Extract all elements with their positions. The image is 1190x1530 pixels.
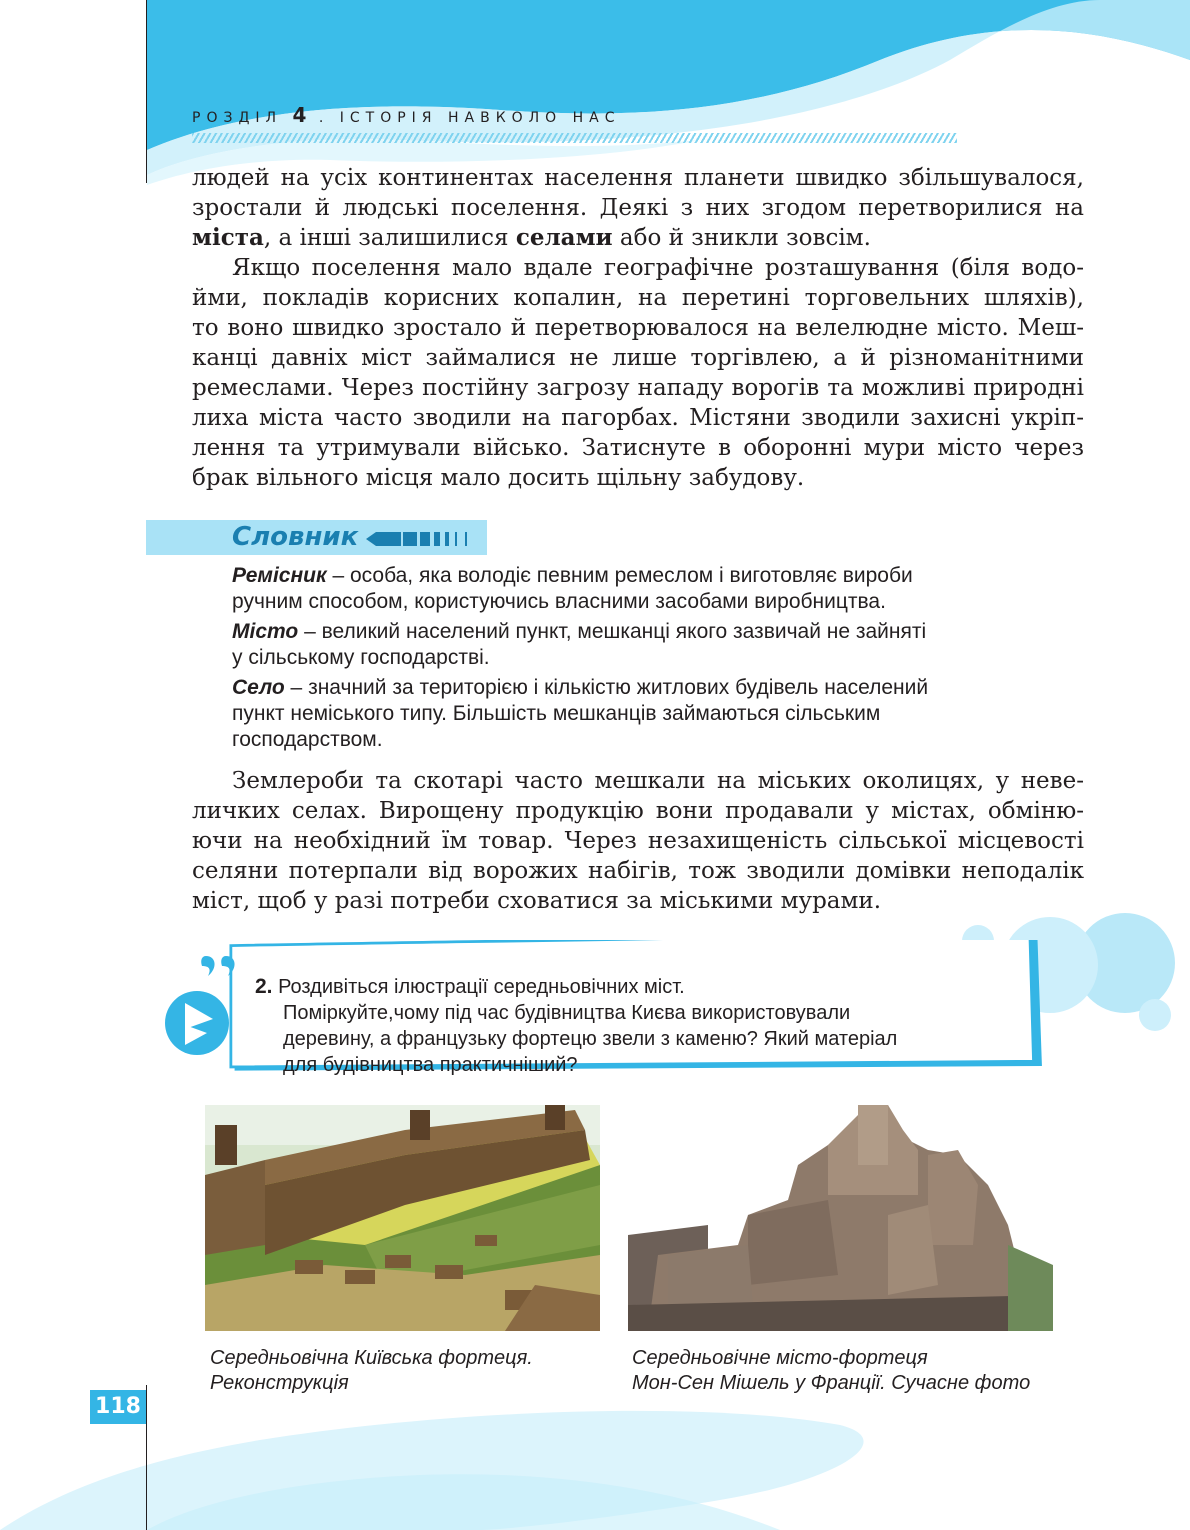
chapter-title: . ІСТОРІЯ НАВКОЛО НАС bbox=[318, 110, 621, 126]
para3-line-3: ючи на необхідний їм товар. Через незахищеність сільської місцевості bbox=[192, 828, 1084, 854]
msm-caption-line-2: Мон-Сен Мішель у Франції. Сучасне фото bbox=[632, 1372, 1031, 1394]
para3-line-4: селяни потерпали від ворожих набігів, тож зводили домівки неподалік bbox=[192, 858, 1084, 884]
glossary-def: – значний за територією і кількістю житлових будівель населений bbox=[284, 676, 929, 699]
task-text bbox=[255, 974, 1055, 1078]
glossary-def-cont: господарством. bbox=[232, 728, 383, 751]
quote-icon bbox=[198, 950, 248, 990]
glossary-def: – великий населений пункт, мешканці якого зазвичай не зайняті bbox=[298, 620, 927, 643]
para2-line-4: канці давніх міст займалися не лише торгівлею, а й різноманітними bbox=[192, 345, 1084, 371]
para3-line-2: личких селах. Вирощену продукцію вони продавали у містах, обміню- bbox=[192, 798, 1084, 824]
chapter-label: РОЗДІЛ bbox=[192, 110, 283, 126]
glossary-term: Ремісник bbox=[232, 564, 327, 587]
intro-line-2: зростали й людські поселення. Деякі з них згодом перетворилися на bbox=[192, 195, 1084, 221]
glossary-entry-misto bbox=[232, 619, 1052, 671]
mont-saint-michel-photo bbox=[628, 1105, 1053, 1331]
glossary-arrow-decoration bbox=[366, 528, 486, 550]
para2-line-3: то воно швидко зростало й перетворювалося на велелюдне місто. Меш- bbox=[192, 315, 1084, 341]
para3-line-5: міст, щоб у разі потреби сховатися за міськими мурами. bbox=[192, 888, 882, 914]
paragraph-3 bbox=[192, 766, 1084, 916]
header-hatch-line bbox=[192, 133, 957, 143]
para2-line-1: Якщо поселення мало вдале географічне розташування (біля водо- bbox=[232, 255, 1084, 281]
footer-wave-decoration bbox=[0, 1380, 1190, 1530]
kyiv-fortress-photo bbox=[205, 1105, 600, 1331]
glossary-def-cont: ручним способом, користуючись власними засобами виробництва. bbox=[232, 590, 886, 613]
term-selamy: селами bbox=[515, 224, 613, 251]
paragraph-2 bbox=[192, 253, 1084, 493]
glossary-title: Словник bbox=[232, 522, 359, 552]
para2-line-7: лення та утримували військо. Затиснуте в оборонні мури місто через bbox=[192, 435, 1084, 461]
intro-line-3 bbox=[192, 223, 1084, 253]
glossary-entry-selo bbox=[232, 675, 1052, 753]
glossary-entry-remisnyk bbox=[232, 563, 1052, 615]
msm-caption-line-1: Середньовічне місто-фортеця bbox=[632, 1347, 928, 1369]
task-number: 2. bbox=[255, 975, 273, 998]
glossary-def-cont: у сільському господарстві. bbox=[232, 646, 490, 669]
para2-line-2: йми, покладів корисних копалин, на перетині торговельних шляхів), bbox=[192, 285, 1084, 311]
para2-line-5: ремеслами. Через постійну загрозу нападу ворогів та можливі природні bbox=[192, 375, 1084, 401]
task-line-4: для будівництва практичніший? bbox=[283, 1054, 578, 1076]
para3-line-1: Землероби та скотарі часто мешкали на міських околицях, у неве- bbox=[232, 768, 1084, 794]
page-number: 118 bbox=[90, 1390, 146, 1424]
chapter-header bbox=[192, 103, 621, 127]
intro-line-3-mid: , а інші залишилися bbox=[263, 225, 516, 251]
para2-line-8: брак вільного місця мало досить щільну забудову. bbox=[192, 465, 805, 491]
intro-line-3-end: або й зникли зовсім. bbox=[612, 225, 871, 251]
margin-line-bottom bbox=[146, 1385, 147, 1530]
glossary-term: Село bbox=[232, 676, 285, 699]
intro-paragraph bbox=[192, 163, 1084, 253]
task-line-2: Поміркуйте,чому під час будівництва Києва використовували bbox=[283, 1002, 851, 1024]
intro-line-1: людей на усіх континентах населення планети швидко збільшувалося, bbox=[192, 165, 1084, 191]
chapter-number: 4 bbox=[292, 103, 309, 127]
glossary-def-cont: пункт неміського типу. Більшість мешканців займаються сільським bbox=[232, 702, 881, 725]
glossary-def: – особа, яка володіє певним ремеслом і виготовляє вироби bbox=[326, 564, 913, 587]
task-line-1: Роздивіться ілюстрації середньовічних міст. bbox=[272, 976, 685, 998]
glossary-term: Місто bbox=[232, 620, 299, 643]
term-misto: міста bbox=[192, 224, 264, 251]
kyiv-caption-line-1: Середньовічна Київська фортеця. bbox=[210, 1347, 533, 1369]
margin-line-top bbox=[146, 0, 147, 183]
kyiv-caption-line-2: Реконструкція bbox=[210, 1372, 349, 1394]
task-line-3: деревину, а французьку фортецю звели з каменю? Який матеріал bbox=[283, 1028, 898, 1050]
play-arrow-icon bbox=[163, 989, 231, 1057]
para2-line-6: лиха міста часто зводили на пагорбах. Містяни зводили захисні укріп- bbox=[192, 405, 1084, 431]
